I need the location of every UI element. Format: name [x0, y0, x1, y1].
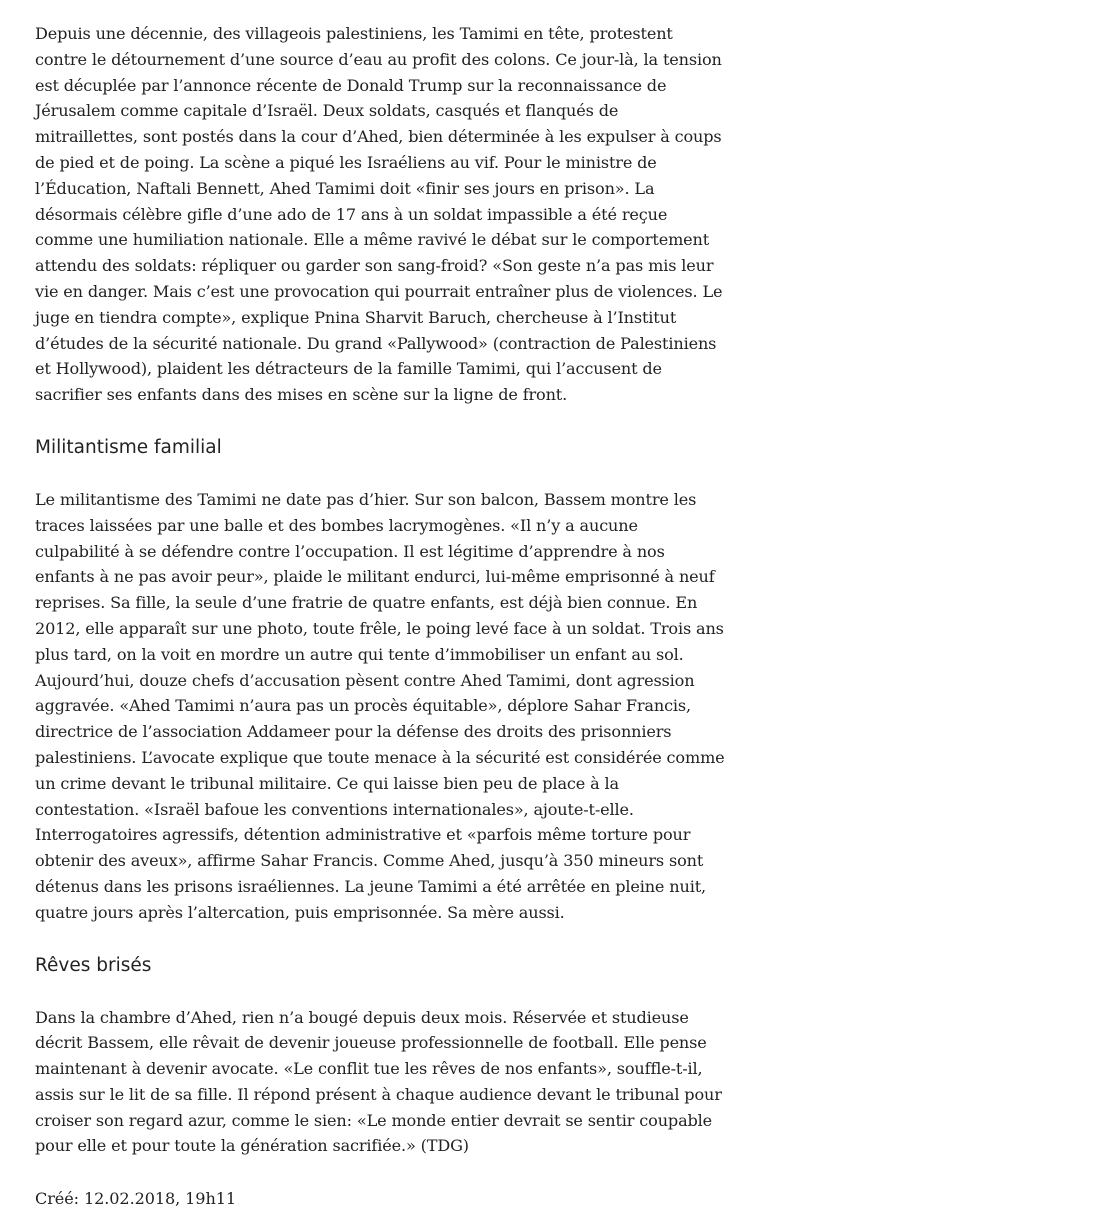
created-timestamp [35, 1186, 725, 1212]
article-paragraph: Depuis une décennie, des villageois palestiniens, les Tamimi en tête, protestent contre le détournement d’une source d’eau au profit des colons. Ce jour-là, la tension est décuplée par l’annonce récente de Donald Trump sur la reconnaissance de Jérusalem comme capitale d’Israël. Deux soldats, casqués et flanqués de mitraillettes, sont postés dans la cour d’Ahed, bien déterminée à les expulser à coups de pied et de poing. La scène a piqué les Israéliens au vif. Pour le ministre de l’Éducation, Naftali Bennett, Ahed Tamimi doit «finir ses jours en prison». La désormais célèbre gifle d’une ado de 17 ans à un soldat impassible a été reçue comme une humiliation nationale. Elle a même ravivé le débat sur le comportement attendu des soldats: répliquer ou garder son sang-froid? «Son geste n’a pas mis leur vie en danger. Mais c’est une provocation qui pourrait entraîner plus de violences. Le juge en tiendra compte», explique Pnina Sharvit Baruch, chercheuse à l’Institut d’études de la sécurité nationale. Du grand «Pallywood» (contraction de Palestiniens et Hollywood), plaident les détracteurs de la famille Tamimi, qui l’accusent de sacrifier ses enfants dans des mises en scène sur la ligne de front. [35, 24, 723, 405]
section-heading-reves: Rêves brisés [35, 954, 152, 976]
article-body [35, 21, 725, 1212]
section-heading-militantisme: Militantisme familial [35, 436, 222, 458]
article-paragraph: Dans la chambre d’Ahed, rien n’a bougé depuis deux mois. Réservée et studieuse décrit Bassem, elle rêvait de devenir joueuse professionnelle de football. Elle pense maintenant à devenir avocate. «Le conflit tue les rêves de nos enfants», souffle-t-il, assis sur le lit de sa fille. Il répond présent à chaque audience devant le tribunal pour croiser son regard azur, comme le sien: «Le monde entier devrait se sentir coupable pour elle et pour toute la génération sacrifiée.» (TDG) [35, 1007, 722, 1156]
created-text: Créé: 12.02.2018, 19h11 [35, 1189, 236, 1209]
article-paragraph: Le militantisme des Tamimi ne date pas d’hier. Sur son balcon, Bassem montre les traces laissées par une balle et des bombes lacrymogènes. «Il n’y a aucune culpabilité à se défendre contre l’occupation. Il est légitime d’apprendre à nos enfants à ne pas avoir peur», plaide le militant endurci, lui-même emprisonné à neuf reprises. Sa fille, la seule d’une fratrie de quatre enfants, est déjà bien connue. En 2012, elle apparaît sur une photo, toute frêle, le poing levé face à un soldat. Trois ans plus tard, on la voit en mordre un autre qui tente d’immobiliser un enfant au sol. Aujourd’hui, douze chefs d’accusation pèsent contre Ahed Tamimi, dont agression aggravée. «Ahed Tamimi n’aura pas un procès équitable», déplore Sahar Francis, directrice de l’association Addameer pour la défense des droits des prisonniers palestiniens. L’avocate explique que toute menace à la sécurité est considérée comme un crime devant le tribunal militaire. Ce qui laisse bien peu de place à la contestation. «Israël bafoue les conventions internationales», ajoute-t-elle. Interrogatoires agressifs, détention administrative et «parfois même torture pour obtenir des aveux», affirme Sahar Francis. Comme Ahed, jusqu’à 350 mineurs sont détenus dans les prisons israéliennes. La jeune Tamimi a été arrêtée en pleine nuit, quatre jours après l’altercation, puis emprisonnée. Sa mère aussi. [35, 489, 725, 922]
